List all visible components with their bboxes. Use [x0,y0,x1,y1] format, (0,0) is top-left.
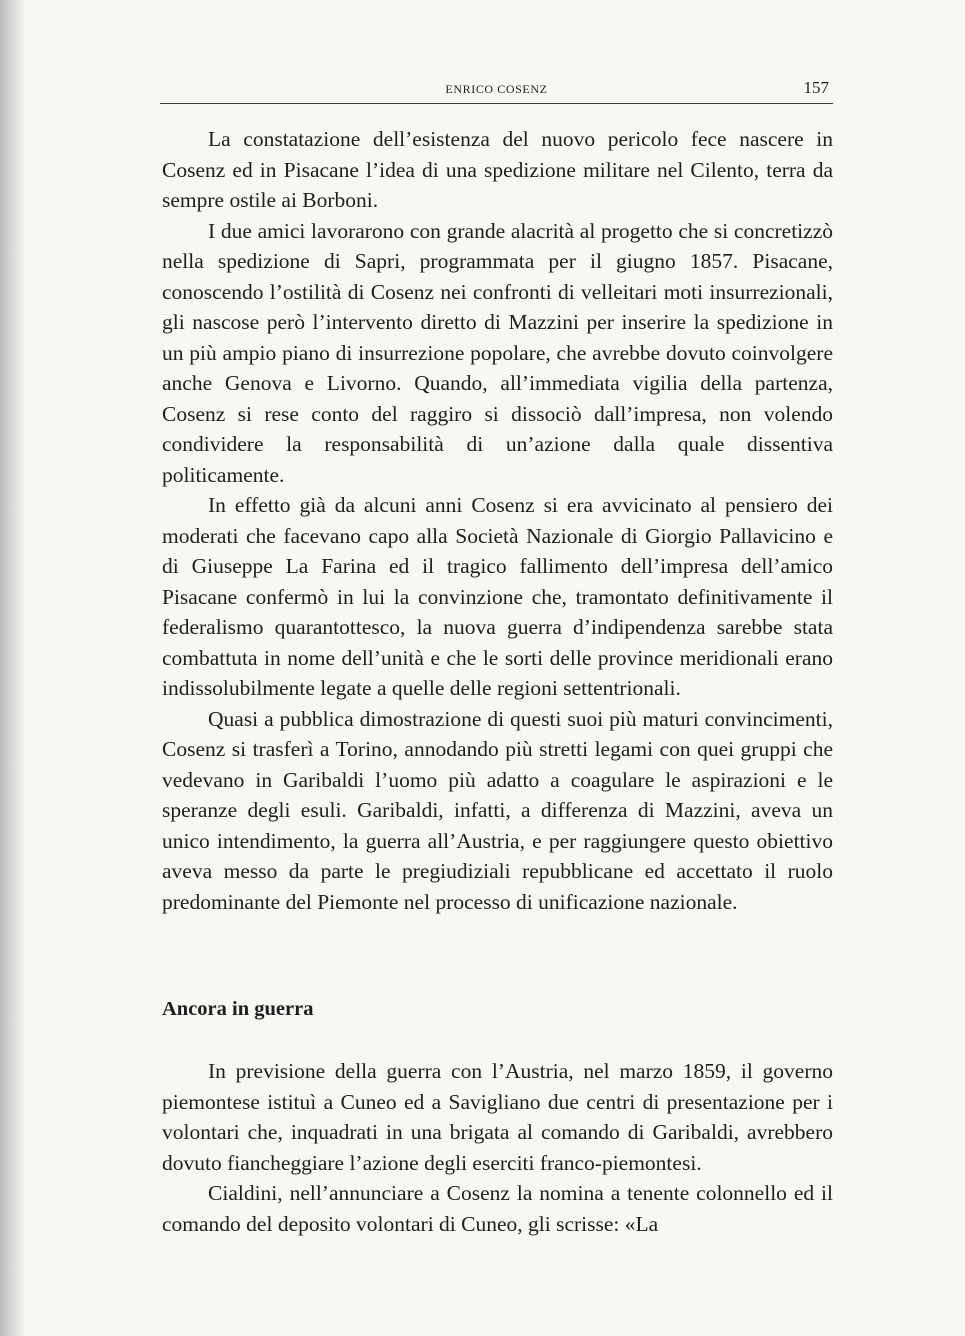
body-text-bottom [162,1056,833,1239]
section-heading: Ancora in guerra [162,998,314,1020]
paragraph: Cialdini, nell’annunciare a Cosenz la nomina a tenente colonnello ed il comando del deposito volontari di Cuneo, gli scrisse: «La [162,1181,833,1236]
paragraph: La constatazione dell’esistenza del nuovo pericolo fece nascere in Cosenz ed in Pisacane l’idea di una spedizione militare nel Cilento, terra da sempre ostile ai Borboni. [162,127,833,212]
paragraph: In effetto già da alcuni anni Cosenz si era avvicinato al pensiero dei moderati che facevano capo alla Società Nazionale di Giorgio Pallavicino e di Giuseppe La Farina ed il tragico fallimento dell’impresa dell’amico Pisacane confermò in lui la convinzione che, tramontato definitivamente il federalismo quarantottesco, la nuova guerra d’indipendenza sarebbe stata combattuta in nome dell’unità e che le sorti delle province meridionali erano indissolubilmente legate a quelle delle regioni settentrionali. [162,493,833,700]
running-header [162,78,831,102]
paragraph: I due amici lavorarono con grande alacrità al progetto che si concretizzò nella spedizione di Sapri, programmata per il giugno 1857. Pisacane, conoscendo l’ostilità di Cosenz nei confronti di velleitari moti insurrezionali, gli nascose però l’intervento diretto di Mazzini per inserire la spedizione in un più ampio piano di insurrezione popolare, che avrebbe dovuto coinvolgere anche Genova e Livorno. Quando, all’immediata vigilia della partenza, Cosenz si rese conto del raggiro si dissociò dall’impresa, non volendo condividere la responsabilità di un’azione dalla quale dissentiva politicamente. [162,218,833,487]
body-text-top [162,124,833,917]
page-number: 157 [803,78,829,97]
page-spine-shadow [0,0,26,1336]
running-title: ENRICO COSENZ [445,82,548,96]
header-rule [160,103,833,104]
paragraph: Quasi a pubblica dimostrazione di questi suoi più maturi convincimenti, Cosenz si trasferì a Torino, annodando più stretti legami con quei gruppi che vedevano in Garibaldi l’uomo più adatto a coagulare le aspirazioni e le speranze degli esuli. Garibaldi, infatti, a differenza di Mazzini, aveva un unico intendimento, la guerra all’Austria, e per raggiungere questo obiettivo aveva messo da parte le pregiudiziali repubblicane ed accettato il ruolo predominante del Piemonte nel processo di unificazione nazionale. [162,706,833,914]
paragraph: In previsione della guerra con l’Austria, nel marzo 1859, il governo piemontese istituì a Cuneo ed a Savigliano due centri di presentazione per i volontari che, inquadrati in una brigata al comando di Garibaldi, avrebbero dovuto fiancheggiare l’azione degli eserciti franco-piemontesi. [162,1059,833,1175]
